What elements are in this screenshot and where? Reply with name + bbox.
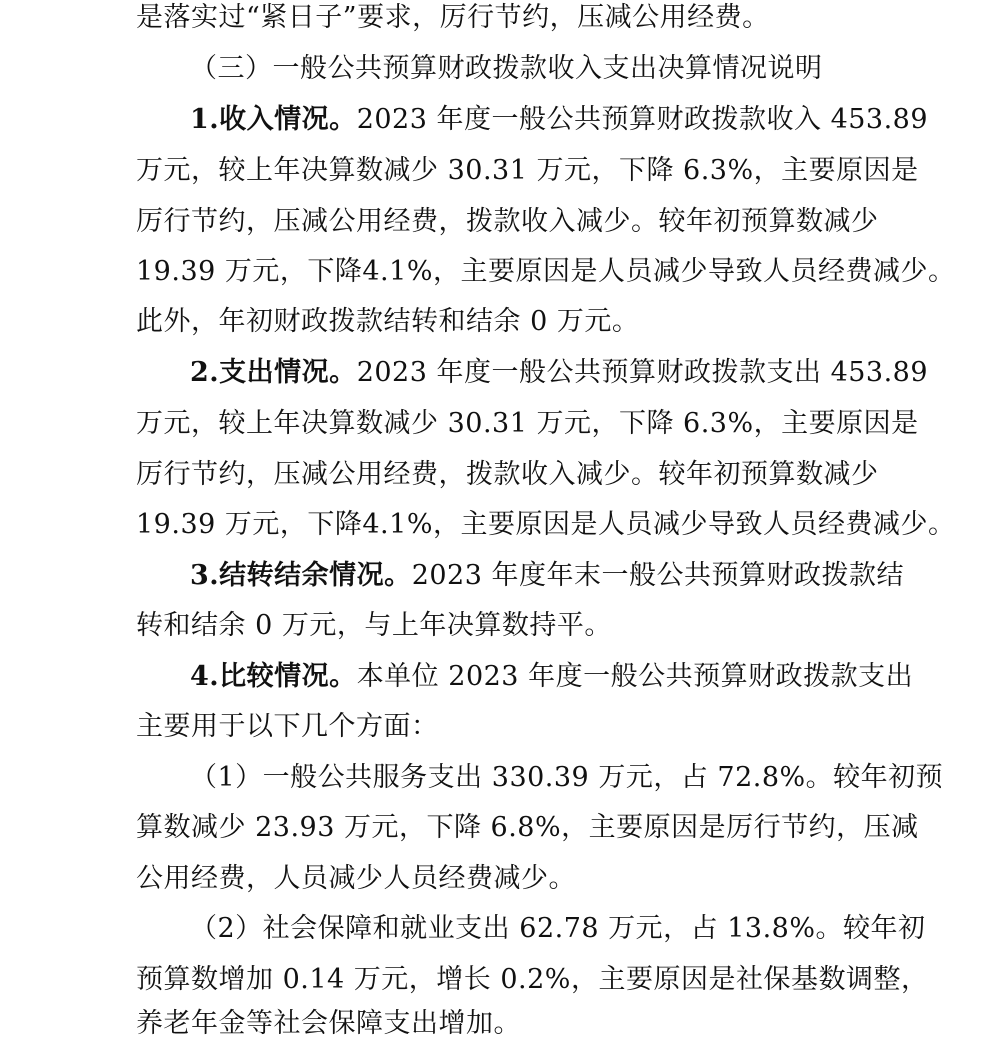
paragraph-text: 2023 年度一般公共预算财政拨款收入 453.89 xyxy=(356,104,929,135)
paragraph-line: 转和结余 0 万元，与上年决算数持平。 xyxy=(136,610,612,641)
paragraph-line: 厉行节约，压减公用经费，拨款收入减少。较年初预算数减少 xyxy=(136,459,879,490)
paragraph-text: 本单位 2023 年度一般公共预算财政拨款支出 xyxy=(356,661,914,692)
paragraph-line: 万元，较上年决算数减少 30.31 万元，下降 6.3%，主要原因是 xyxy=(136,408,919,439)
paragraph-line: 算数减少 23.93 万元，下降 6.8%，主要原因是厉行节约，压减 xyxy=(136,812,919,843)
paragraph-line: 19.39 万元，下降4.1%，主要原因是人员减少导致人员经费减少。 xyxy=(136,509,956,540)
item-heading-income: 1.收入情况。 xyxy=(190,104,357,135)
paragraph-line: 主要用于以下几个方面： xyxy=(136,711,439,742)
section-heading: （三）一般公共预算财政拨款收入支出决算情况说明 xyxy=(190,53,823,84)
paragraph-line: 是落实过“紧日子”要求，厉行节约，压减公用经费。 xyxy=(136,2,770,33)
paragraph-line xyxy=(190,657,914,697)
paragraph-line xyxy=(190,556,904,596)
item-heading-expenditure: 2.支出情况。 xyxy=(190,357,357,388)
paragraph-line: 此外，年初财政拨款结转和结余 0 万元。 xyxy=(136,306,640,337)
paragraph-text: 2023 年度一般公共预算财政拨款支出 453.89 xyxy=(356,357,929,388)
paragraph-line: 厉行节约，压减公用经费，拨款收入减少。较年初预算数减少 xyxy=(136,206,879,237)
paragraph-line xyxy=(190,353,929,393)
paragraph-line: 养老年金等社会保障支出增加。 xyxy=(136,1008,521,1039)
item-heading-comparison: 4.比较情况。 xyxy=(190,661,357,692)
item-heading-carryover: 3.结转结余情况。 xyxy=(190,560,412,591)
paragraph-line: （2）社会保障和就业支出 62.78 万元，占 13.8%。较年初 xyxy=(190,913,926,944)
paragraph-line: 公用经费，人员减少人员经费减少。 xyxy=(136,863,576,894)
paragraph-line: 预算数增加 0.14 万元，增长 0.2%，主要原因是社保基数调整， xyxy=(136,964,929,995)
paragraph-text: 2023 年度年末一般公共预算财政拨款结 xyxy=(411,560,904,591)
paragraph-line: （1）一般公共服务支出 330.39 万元，占 72.8%。较年初预 xyxy=(190,762,944,793)
paragraph-line: 万元，较上年决算数减少 30.31 万元，下降 6.3%，主要原因是 xyxy=(136,155,919,186)
paragraph-line xyxy=(190,100,929,140)
paragraph-line: 19.39 万元，下降4.1%，主要原因是人员减少导致人员经费减少。 xyxy=(136,256,956,287)
